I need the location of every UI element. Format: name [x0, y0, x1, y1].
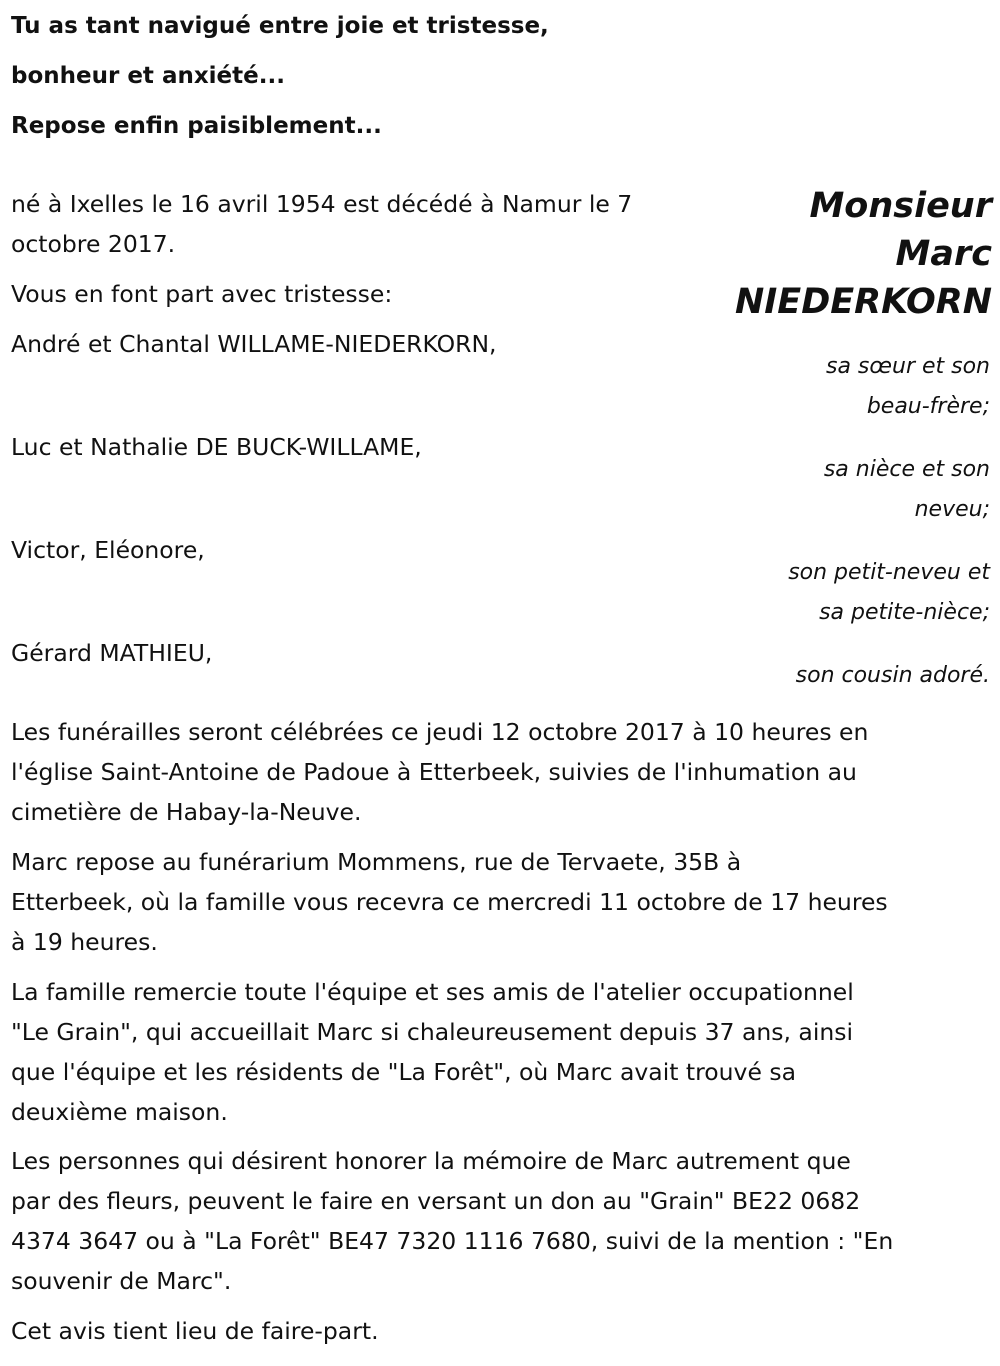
thanks-line: "Le Grain", qui accueillait Marc si chaleureusement depuis 37 ans, ainsi [11, 1018, 854, 1046]
relation-1-line-2: beau-frère; [866, 394, 990, 419]
family-member-1: André et Chantal WILLAME-NIEDERKORN, [11, 330, 497, 358]
funeral-paragraph [11, 712, 991, 832]
family-member-2: Luc et Nathalie DE BUCK-WILLAME, [11, 433, 422, 461]
visitation-line: à 19 heures. [11, 928, 158, 956]
donations-line: souvenir de Marc". [11, 1267, 232, 1295]
family-member-4: Gérard MATHIEU, [11, 639, 213, 667]
thanks-line: que l'équipe et les résidents de "La Forêt", où Marc avait trouvé sa [11, 1058, 797, 1086]
donations-line: par des fleurs, peuvent le faire en versant un don au "Grain" BE22 0682 [11, 1187, 861, 1215]
verse-line-2: bonheur et anxiété... [11, 63, 285, 89]
relation-1-line-1: sa sœur et son [825, 354, 990, 379]
relation-2-line-1: sa nièce et son [823, 457, 990, 482]
intro-line-1: né à Ixelles le 16 avril 1954 est décédé à Namur le 7 [11, 190, 633, 218]
relation-4-line-1: son cousin adoré. [795, 663, 990, 688]
verse-line-3: Repose enfin paisiblement... [11, 113, 382, 139]
closing-line: Cet avis tient lieu de faire-part. [11, 1317, 379, 1345]
funeral-line: cimetière de Habay-la-Neuve. [11, 798, 362, 826]
thanks-line: La famille remercie toute l'équipe et ses amis de l'atelier occupationnel [11, 978, 854, 1006]
donations-paragraph [11, 1141, 991, 1301]
announce-line: Vous en font part avec tristesse: [11, 280, 393, 308]
relation-2-line-2: neveu; [914, 497, 990, 522]
thanks-line: deuxième maison. [11, 1098, 228, 1126]
deceased-first-name: Marc [895, 234, 992, 274]
donations-line: 4374 3647 ou à "La Forêt" BE47 7320 1116 7680, suivi de la mention : "En [11, 1227, 894, 1255]
funeral-line: l'église Saint-Antoine de Padoue à Etterbeek, suivies de l'inhumation au [11, 758, 857, 786]
relation-3-line-1: son petit-neveu et [788, 560, 990, 585]
visitation-line: Etterbeek, où la famille vous recevra ce mercredi 11 octobre de 17 heures [11, 888, 888, 916]
visitation-line: Marc repose au funérarium Mommens, rue de Tervaete, 35B à [11, 848, 742, 876]
verse-line-1: Tu as tant navigué entre joie et tristesse, [11, 13, 549, 39]
family-member-3: Victor, Eléonore, [11, 536, 205, 564]
deceased-title: Monsieur [809, 186, 992, 226]
funeral-line: Les funérailles seront célébrées ce jeudi 12 octobre 2017 à 10 heures en [11, 718, 869, 746]
deceased-last-name: NIEDERKORN [734, 282, 992, 322]
relation-3-line-2: sa petite-nièce; [819, 600, 990, 625]
donations-line: Les personnes qui désirent honorer la mémoire de Marc autrement que [11, 1147, 851, 1175]
visitation-paragraph [11, 842, 991, 962]
intro-line-2: octobre 2017. [11, 230, 176, 258]
thanks-paragraph [11, 972, 991, 1132]
